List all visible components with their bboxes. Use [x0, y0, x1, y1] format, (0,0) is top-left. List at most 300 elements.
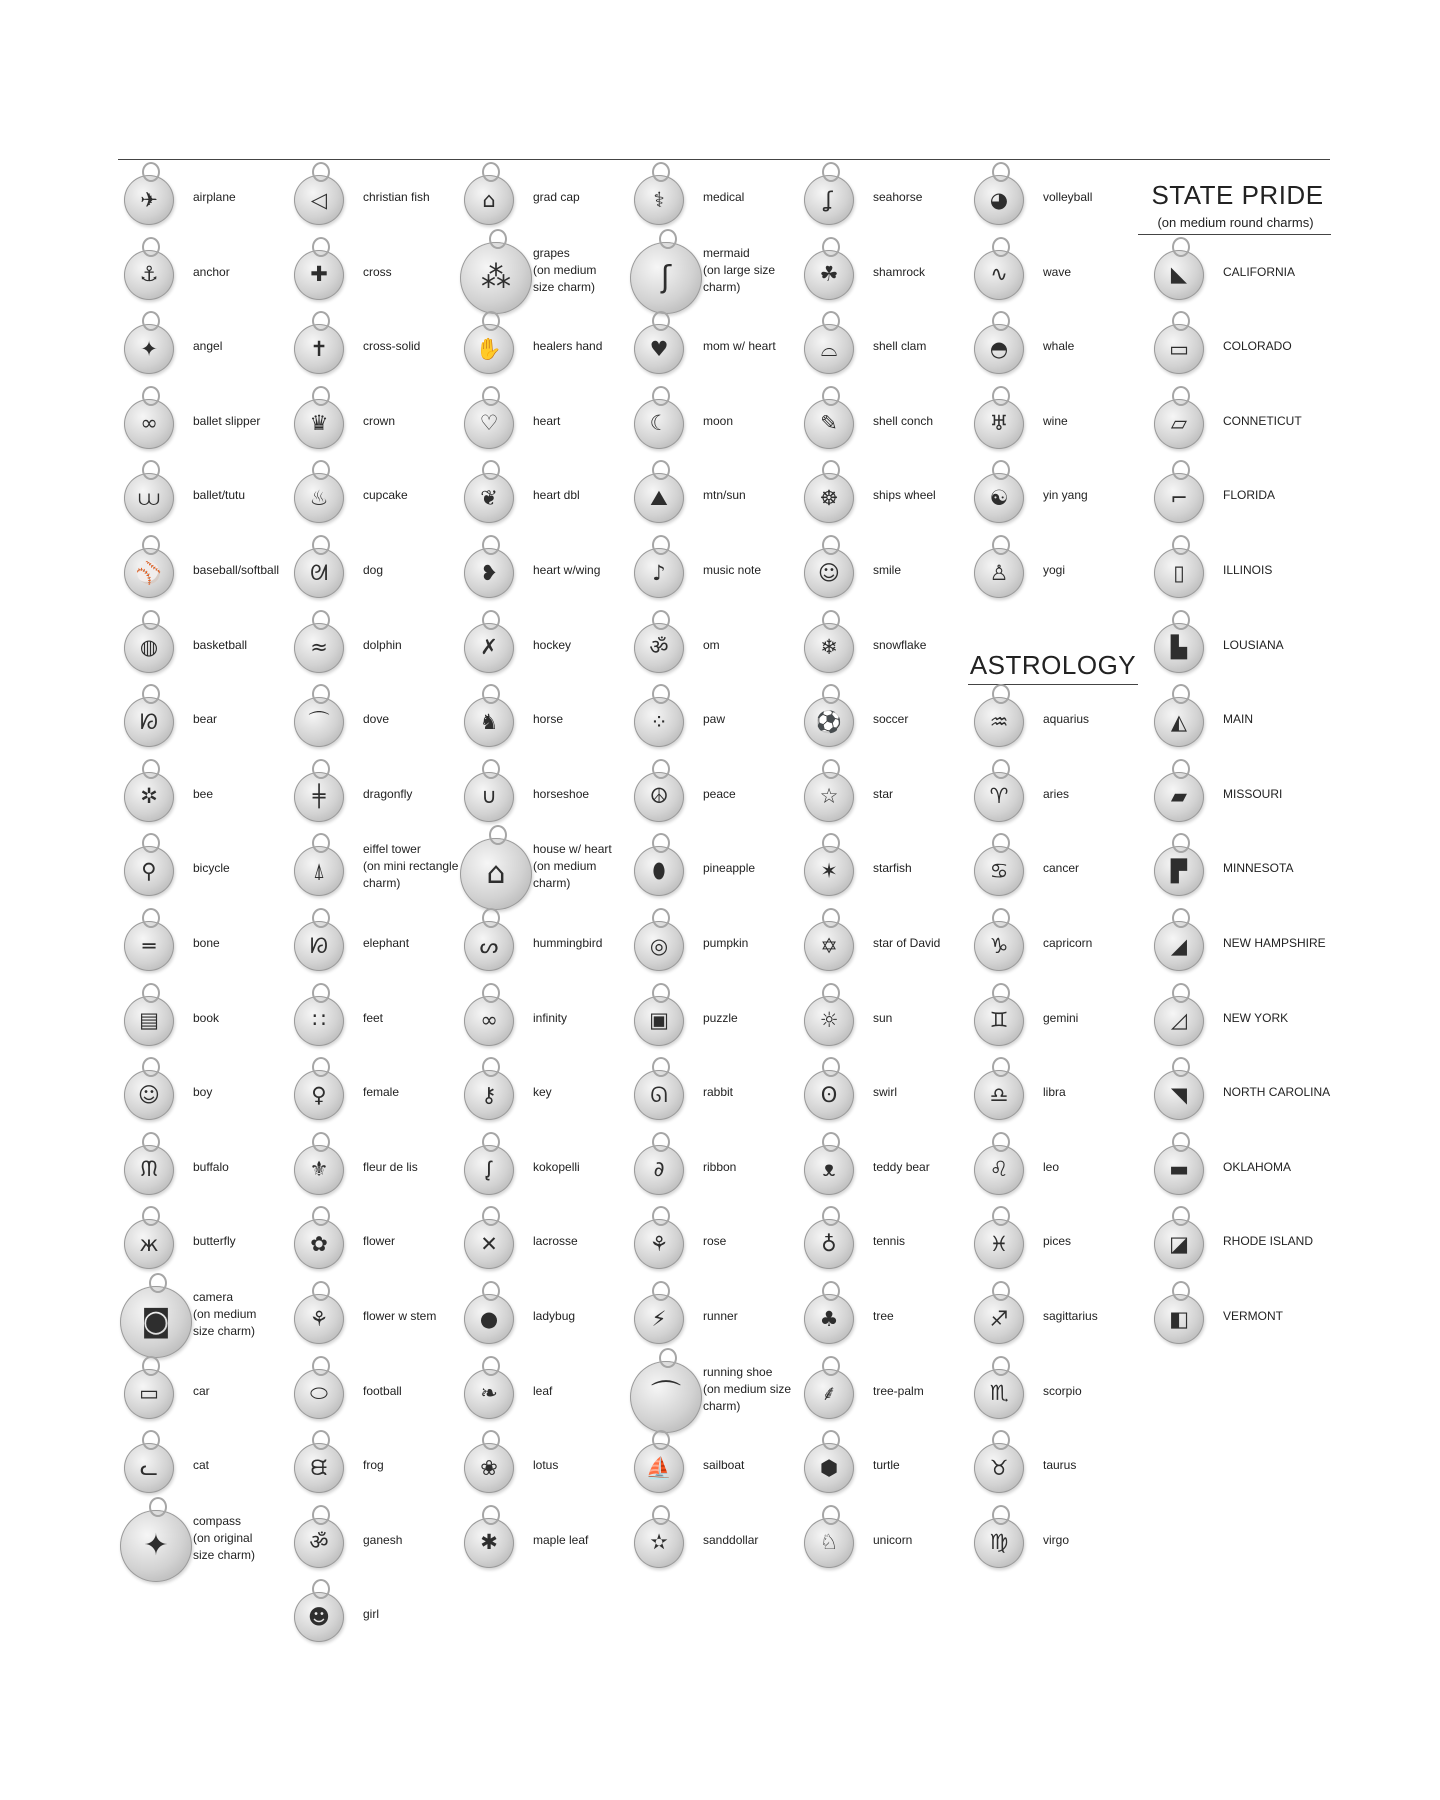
charm-image	[464, 921, 514, 971]
unicorn-icon: ♘	[819, 1530, 839, 1555]
charm-image	[974, 1443, 1024, 1493]
charm-item	[118, 1286, 288, 1360]
charm-image	[634, 1219, 684, 1269]
charm-label: NEW HAMPSHIRE	[1223, 936, 1326, 950]
charm-image	[804, 1219, 854, 1269]
charm-image	[1154, 697, 1204, 747]
whale-icon: ◓	[989, 336, 1009, 361]
mountain-sun-icon: ⛰	[650, 485, 668, 510]
astrology-divider	[968, 684, 1138, 685]
flower-icon: ✿	[310, 1231, 328, 1256]
charm-item	[118, 988, 288, 1062]
charm-item	[798, 615, 968, 689]
charm-label: buffalo	[193, 1159, 229, 1174]
charm-label: anchor	[193, 264, 230, 279]
charm-item	[628, 913, 798, 987]
infinity-icon: ∞	[480, 1008, 498, 1033]
charm-label: medical	[703, 190, 745, 204]
charm-item	[118, 391, 288, 465]
charm-item	[458, 615, 628, 689]
charm-label: infinity	[533, 1010, 568, 1025]
virgo-icon: ♍	[989, 1530, 1009, 1555]
volleyball-icon: ◕	[989, 187, 1009, 212]
charm-label: key	[533, 1085, 552, 1100]
charm-item	[288, 1435, 458, 1509]
charm-image	[1154, 846, 1204, 896]
charm-label: compass (on original size charm)	[193, 1513, 256, 1562]
football-icon: ⬭	[310, 1381, 328, 1406]
charm-item	[798, 1510, 968, 1584]
charm-image	[974, 772, 1024, 822]
top-divider	[118, 159, 1330, 160]
charm-label: leaf	[533, 1383, 553, 1398]
charm-label: MISSOURI	[1223, 786, 1283, 801]
charm-item	[118, 1211, 288, 1285]
charm-image	[124, 324, 174, 374]
charm-label: virgo	[1043, 1532, 1070, 1547]
charm-item	[118, 838, 288, 912]
charm-image	[124, 623, 174, 673]
charm-image	[1154, 548, 1204, 598]
sagittarius-icon: ♐	[989, 1306, 1009, 1331]
charm-label: shell conch	[873, 413, 934, 428]
charm-item	[458, 1211, 628, 1285]
charm-label: yogi	[1043, 563, 1066, 577]
charm-label: smile	[873, 563, 902, 577]
charm-image	[634, 1070, 684, 1120]
charm-label: horse	[533, 712, 564, 727]
charm-image	[1154, 473, 1204, 523]
charm-item	[458, 242, 628, 316]
vermont-icon: ◧	[1169, 1306, 1189, 1331]
charm-image	[294, 1443, 344, 1493]
charm-image	[294, 1518, 344, 1568]
charm-label: basketball	[193, 637, 248, 652]
charm-item	[118, 540, 288, 614]
shell-conch-icon: ✎	[820, 411, 838, 436]
charm-item	[1148, 391, 1318, 465]
bone-icon: ═	[142, 933, 156, 958]
charm-label: house w/ heart (on medium charm)	[533, 842, 612, 891]
oklahoma-icon: ▬	[1169, 1157, 1189, 1182]
state-pride-divider	[1138, 234, 1331, 235]
charm-image	[804, 1369, 854, 1419]
charm-item	[968, 391, 1138, 465]
charm-item	[968, 1435, 1138, 1509]
charm-label: tree-palm	[873, 1383, 924, 1398]
charm-label: cross-solid	[363, 339, 421, 354]
charm-image	[464, 399, 514, 449]
charm-item	[798, 167, 968, 241]
charm-item	[968, 1211, 1138, 1285]
charm-label: maple leaf	[533, 1532, 589, 1547]
charm-label: flower w stem	[363, 1309, 437, 1323]
charm-item	[458, 913, 628, 987]
charm-image	[294, 175, 344, 225]
butterfly-icon: ж	[139, 1231, 159, 1256]
charm-label: christian fish	[363, 190, 430, 204]
charm-label: ladybug	[533, 1309, 576, 1323]
charm-item	[118, 1361, 288, 1435]
charm-image	[294, 399, 344, 449]
charm-image	[294, 1070, 344, 1120]
charm-label: bee	[193, 786, 214, 801]
girl-icon: ☻	[308, 1604, 330, 1629]
charm-image	[1154, 772, 1204, 822]
charm-label: heart dbl	[533, 488, 580, 503]
charm-item	[798, 316, 968, 390]
charm-label: fleur de lis	[363, 1159, 418, 1174]
charm-image	[124, 772, 174, 822]
charm-label: horseshoe	[533, 786, 590, 801]
charm-label: moon	[703, 413, 734, 428]
charm-image	[1154, 250, 1204, 300]
charm-image	[294, 921, 344, 971]
charm-image	[974, 697, 1024, 747]
charm-image	[804, 250, 854, 300]
charm-image	[294, 1369, 344, 1419]
charm-item	[798, 1211, 968, 1285]
charm-item	[1148, 316, 1318, 390]
charm-label: capricorn	[1043, 936, 1093, 950]
fleur-de-lis-icon: ⚜	[309, 1157, 329, 1182]
charm-item	[798, 838, 968, 912]
charm-item	[118, 913, 288, 987]
charm-label: lotus	[533, 1458, 559, 1473]
book-icon: ▤	[139, 1008, 159, 1033]
charm-label: mermaid (on large size charm)	[703, 245, 776, 294]
buffalo-icon: ᙏ	[140, 1157, 158, 1182]
tutu-icon: ⩊	[138, 485, 160, 510]
charm-image	[1154, 324, 1204, 374]
pineapple-icon: ⬮	[652, 858, 666, 883]
california-icon: ◣	[1170, 262, 1188, 287]
charm-item	[1148, 1286, 1318, 1360]
charm-label: cross	[363, 264, 392, 279]
charm-item	[288, 1211, 458, 1285]
charm-item	[628, 465, 798, 539]
charm-image	[634, 1518, 684, 1568]
charm-item	[968, 838, 1138, 912]
charm-item	[288, 1510, 458, 1584]
charm-item	[628, 1361, 798, 1435]
charm-label: ILLINOIS	[1223, 563, 1273, 577]
leo-icon: ♌	[989, 1157, 1009, 1182]
leaf-icon: ❧	[480, 1381, 498, 1406]
lotus-icon: ❀	[480, 1455, 498, 1480]
aquarius-icon: ♒	[989, 709, 1009, 734]
charm-image	[1154, 996, 1204, 1046]
charm-label: aries	[1043, 786, 1070, 801]
charm-item	[798, 1062, 968, 1136]
charm-label: swirl	[873, 1085, 897, 1100]
charm-item	[288, 242, 458, 316]
charm-label: teddy bear	[873, 1159, 930, 1174]
charm-item	[1148, 988, 1318, 1062]
charm-item	[968, 1361, 1138, 1435]
paw-icon: ⁘	[650, 709, 668, 734]
charm-image	[294, 1219, 344, 1269]
charm-image	[1154, 921, 1204, 971]
charm-label: cupcake	[363, 488, 408, 503]
charm-label: flower	[363, 1234, 396, 1249]
charm-label: peace	[703, 786, 736, 801]
hockey-icon: ✗	[480, 635, 498, 660]
charm-label: hockey	[533, 637, 572, 652]
charm-item	[458, 689, 628, 763]
boy-icon: ☺	[138, 1082, 160, 1107]
charm-label: CONNETICUT	[1223, 413, 1302, 428]
charm-item	[458, 1137, 628, 1211]
charm-image	[464, 697, 514, 747]
north-carolina-icon: ◥	[1170, 1082, 1188, 1107]
cancer-icon: ♋	[989, 858, 1009, 883]
medical-icon: ⚕	[653, 187, 665, 212]
charm-image	[294, 772, 344, 822]
charm-image	[630, 242, 702, 314]
charm-image	[464, 548, 514, 598]
heart-wing-icon: ❥	[480, 560, 498, 585]
shamrock-icon: ☘	[819, 262, 839, 287]
florida-icon: ⌐	[1170, 485, 1188, 510]
runner-icon: ⚡	[651, 1306, 667, 1331]
charm-image	[464, 1443, 514, 1493]
charm-item	[288, 913, 458, 987]
charm-item	[798, 988, 968, 1062]
charm-label: female	[363, 1085, 400, 1100]
charm-item	[1148, 1211, 1318, 1285]
mermaid-icon: ʃ	[660, 259, 672, 295]
charm-item	[628, 242, 798, 316]
aries-icon: ♈	[989, 784, 1009, 809]
state-pride-subheading: (on medium round charms)	[1157, 215, 1314, 230]
charm-image	[464, 324, 514, 374]
charm-image	[294, 324, 344, 374]
charm-label: RHODE ISLAND	[1223, 1234, 1314, 1249]
charm-image	[460, 838, 532, 910]
charm-item	[118, 465, 288, 539]
charm-image	[464, 175, 514, 225]
cross-solid-icon: ✝	[310, 336, 328, 361]
charm-label: starfish	[873, 861, 912, 876]
charm-image	[974, 996, 1024, 1046]
charm-item	[628, 689, 798, 763]
female-icon: ♀	[311, 1082, 327, 1107]
charm-item	[118, 689, 288, 763]
charm-label: seahorse	[873, 190, 923, 204]
ladybug-icon: ●	[479, 1306, 499, 1331]
charm-image	[464, 1145, 514, 1195]
gemini-icon: ♊	[989, 1008, 1009, 1033]
charm-image	[464, 1369, 514, 1419]
charm-image	[974, 1369, 1024, 1419]
charm-item	[968, 913, 1138, 987]
yogi-icon: ♙	[989, 560, 1009, 585]
charm-image	[804, 1070, 854, 1120]
charm-label: book	[193, 1010, 220, 1025]
charm-label: healers hand	[533, 339, 603, 354]
charm-item	[458, 316, 628, 390]
charm-label: volleyball	[1043, 190, 1093, 204]
charm-item	[1148, 1137, 1318, 1211]
charm-item	[628, 1510, 798, 1584]
bicycle-icon: ⚲	[141, 858, 157, 883]
charm-label: football	[363, 1383, 402, 1398]
charm-item	[288, 1137, 458, 1211]
charm-label: girl	[363, 1607, 380, 1622]
charm-label: butterfly	[193, 1234, 236, 1249]
rhode-island-icon: ◪	[1169, 1231, 1189, 1256]
charm-label: star	[873, 786, 894, 801]
charm-image	[294, 1145, 344, 1195]
charm-item	[968, 988, 1138, 1062]
star-of-david-icon: ✡	[820, 933, 838, 958]
charm-label: aquarius	[1043, 712, 1090, 727]
charm-item	[798, 540, 968, 614]
charm-label: sailboat	[703, 1458, 745, 1473]
charm-label: bone	[193, 936, 220, 950]
charm-image	[294, 473, 344, 523]
charm-image	[804, 697, 854, 747]
connecticut-icon: ▱	[1170, 411, 1188, 436]
charm-image	[634, 846, 684, 896]
charm-label: bicycle	[193, 861, 230, 876]
baseball-icon: ⚾	[135, 560, 163, 585]
charm-image	[294, 623, 344, 673]
charm-image	[974, 1294, 1024, 1344]
charm-item	[288, 1584, 458, 1658]
charm-label: taurus	[1043, 1458, 1077, 1473]
charm-label: wave	[1043, 264, 1072, 279]
missouri-icon: ▰	[1170, 784, 1188, 809]
charm-image	[974, 473, 1024, 523]
charm-image	[124, 846, 174, 896]
charm-label: unicorn	[873, 1532, 913, 1547]
charm-label: dolphin	[363, 637, 402, 652]
sun-icon: ☼	[819, 1008, 839, 1033]
scorpio-icon: ♏	[989, 1381, 1009, 1406]
charm-label: bear	[193, 712, 218, 727]
charm-item	[288, 465, 458, 539]
feet-icon: ∷	[312, 1008, 326, 1033]
charm-image	[294, 548, 344, 598]
charm-label: CALIFORNIA	[1223, 264, 1296, 279]
charm-item	[288, 838, 458, 912]
puzzle-icon: ▣	[649, 1008, 669, 1033]
charm-label: camera (on medium size charm)	[193, 1290, 257, 1338]
charm-image	[1154, 623, 1204, 673]
music-note-icon: ♪	[652, 560, 666, 585]
charm-item	[118, 1435, 288, 1509]
grapes-icon: ⁂	[481, 259, 511, 295]
charm-item	[288, 167, 458, 241]
charm-image	[120, 1510, 192, 1582]
charm-item	[968, 1286, 1138, 1360]
charm-item	[968, 764, 1138, 838]
charm-item	[458, 1435, 628, 1509]
charm-label: NORTH CAROLINA	[1223, 1085, 1331, 1100]
charm-label: running shoe (on medium size charm)	[703, 1364, 792, 1413]
charm-label: hummingbird	[533, 936, 603, 950]
charm-label: puzzle	[703, 1010, 738, 1025]
pumpkin-icon: ◎	[649, 933, 669, 958]
charm-label: pices	[1043, 1234, 1072, 1249]
peace-icon: ☮	[649, 784, 669, 809]
charm-item	[458, 167, 628, 241]
charm-label: sun	[873, 1010, 893, 1025]
teddy-bear-icon: ᴥ	[822, 1157, 836, 1182]
charm-item	[628, 1435, 798, 1509]
dragonfly-icon: ╪	[312, 784, 326, 809]
charm-image	[464, 1518, 514, 1568]
heart-icon: ♡	[479, 411, 499, 436]
charm-item	[118, 242, 288, 316]
pisces-icon: ♓	[989, 1231, 1009, 1256]
charm-item	[288, 615, 458, 689]
charm-item	[628, 1137, 798, 1211]
charm-label: baseball/softball	[193, 563, 280, 577]
charm-item	[968, 540, 1138, 614]
charm-image	[634, 996, 684, 1046]
charm-image	[124, 1443, 174, 1493]
charm-item	[628, 1211, 798, 1285]
heart-double-icon: ❦	[480, 485, 498, 510]
charm-item	[458, 465, 628, 539]
charm-item	[968, 1510, 1138, 1584]
charm-image	[120, 1286, 192, 1358]
house-heart-icon: ⌂	[486, 856, 506, 892]
charm-item	[628, 316, 798, 390]
charm-item	[288, 540, 458, 614]
wine-icon: ♅	[989, 411, 1009, 436]
charm-label: car	[193, 1383, 210, 1398]
charm-image	[124, 697, 174, 747]
charm-label: ganesh	[363, 1532, 403, 1547]
charm-label: heart w/wing	[533, 563, 601, 577]
taurus-icon: ♉	[989, 1455, 1009, 1480]
charm-image	[974, 846, 1024, 896]
maple-leaf-icon: ✱	[480, 1530, 498, 1555]
charm-image	[294, 250, 344, 300]
charm-label: ballet slipper	[193, 413, 261, 428]
charm-label: FLORIDA	[1223, 488, 1276, 503]
charm-item	[118, 1510, 288, 1584]
grad-cap-icon: ⌂	[482, 187, 496, 212]
charm-label: lacrosse	[533, 1234, 578, 1249]
charm-image	[634, 1443, 684, 1493]
charm-image	[804, 772, 854, 822]
charm-label: ships wheel	[873, 488, 936, 503]
palm-tree-icon: ⸙	[821, 1381, 837, 1406]
charm-label: soccer	[873, 712, 909, 727]
charm-label: rose	[703, 1234, 727, 1249]
charm-image	[1154, 399, 1204, 449]
charm-item	[1148, 465, 1318, 539]
charm-label: libra	[1043, 1085, 1066, 1100]
charm-label: MAIN	[1223, 712, 1253, 727]
charm-item	[798, 242, 968, 316]
charm-image	[634, 324, 684, 374]
charm-label: MINNESOTA	[1223, 861, 1294, 876]
charm-image	[634, 772, 684, 822]
tennis-icon: ♁	[821, 1231, 837, 1256]
rabbit-icon: ᘏ	[650, 1082, 668, 1107]
charm-item	[288, 1286, 458, 1360]
charm-item	[458, 838, 628, 912]
colorado-icon: ▭	[1169, 336, 1189, 361]
charm-image	[294, 1592, 344, 1642]
charm-image	[124, 1145, 174, 1195]
